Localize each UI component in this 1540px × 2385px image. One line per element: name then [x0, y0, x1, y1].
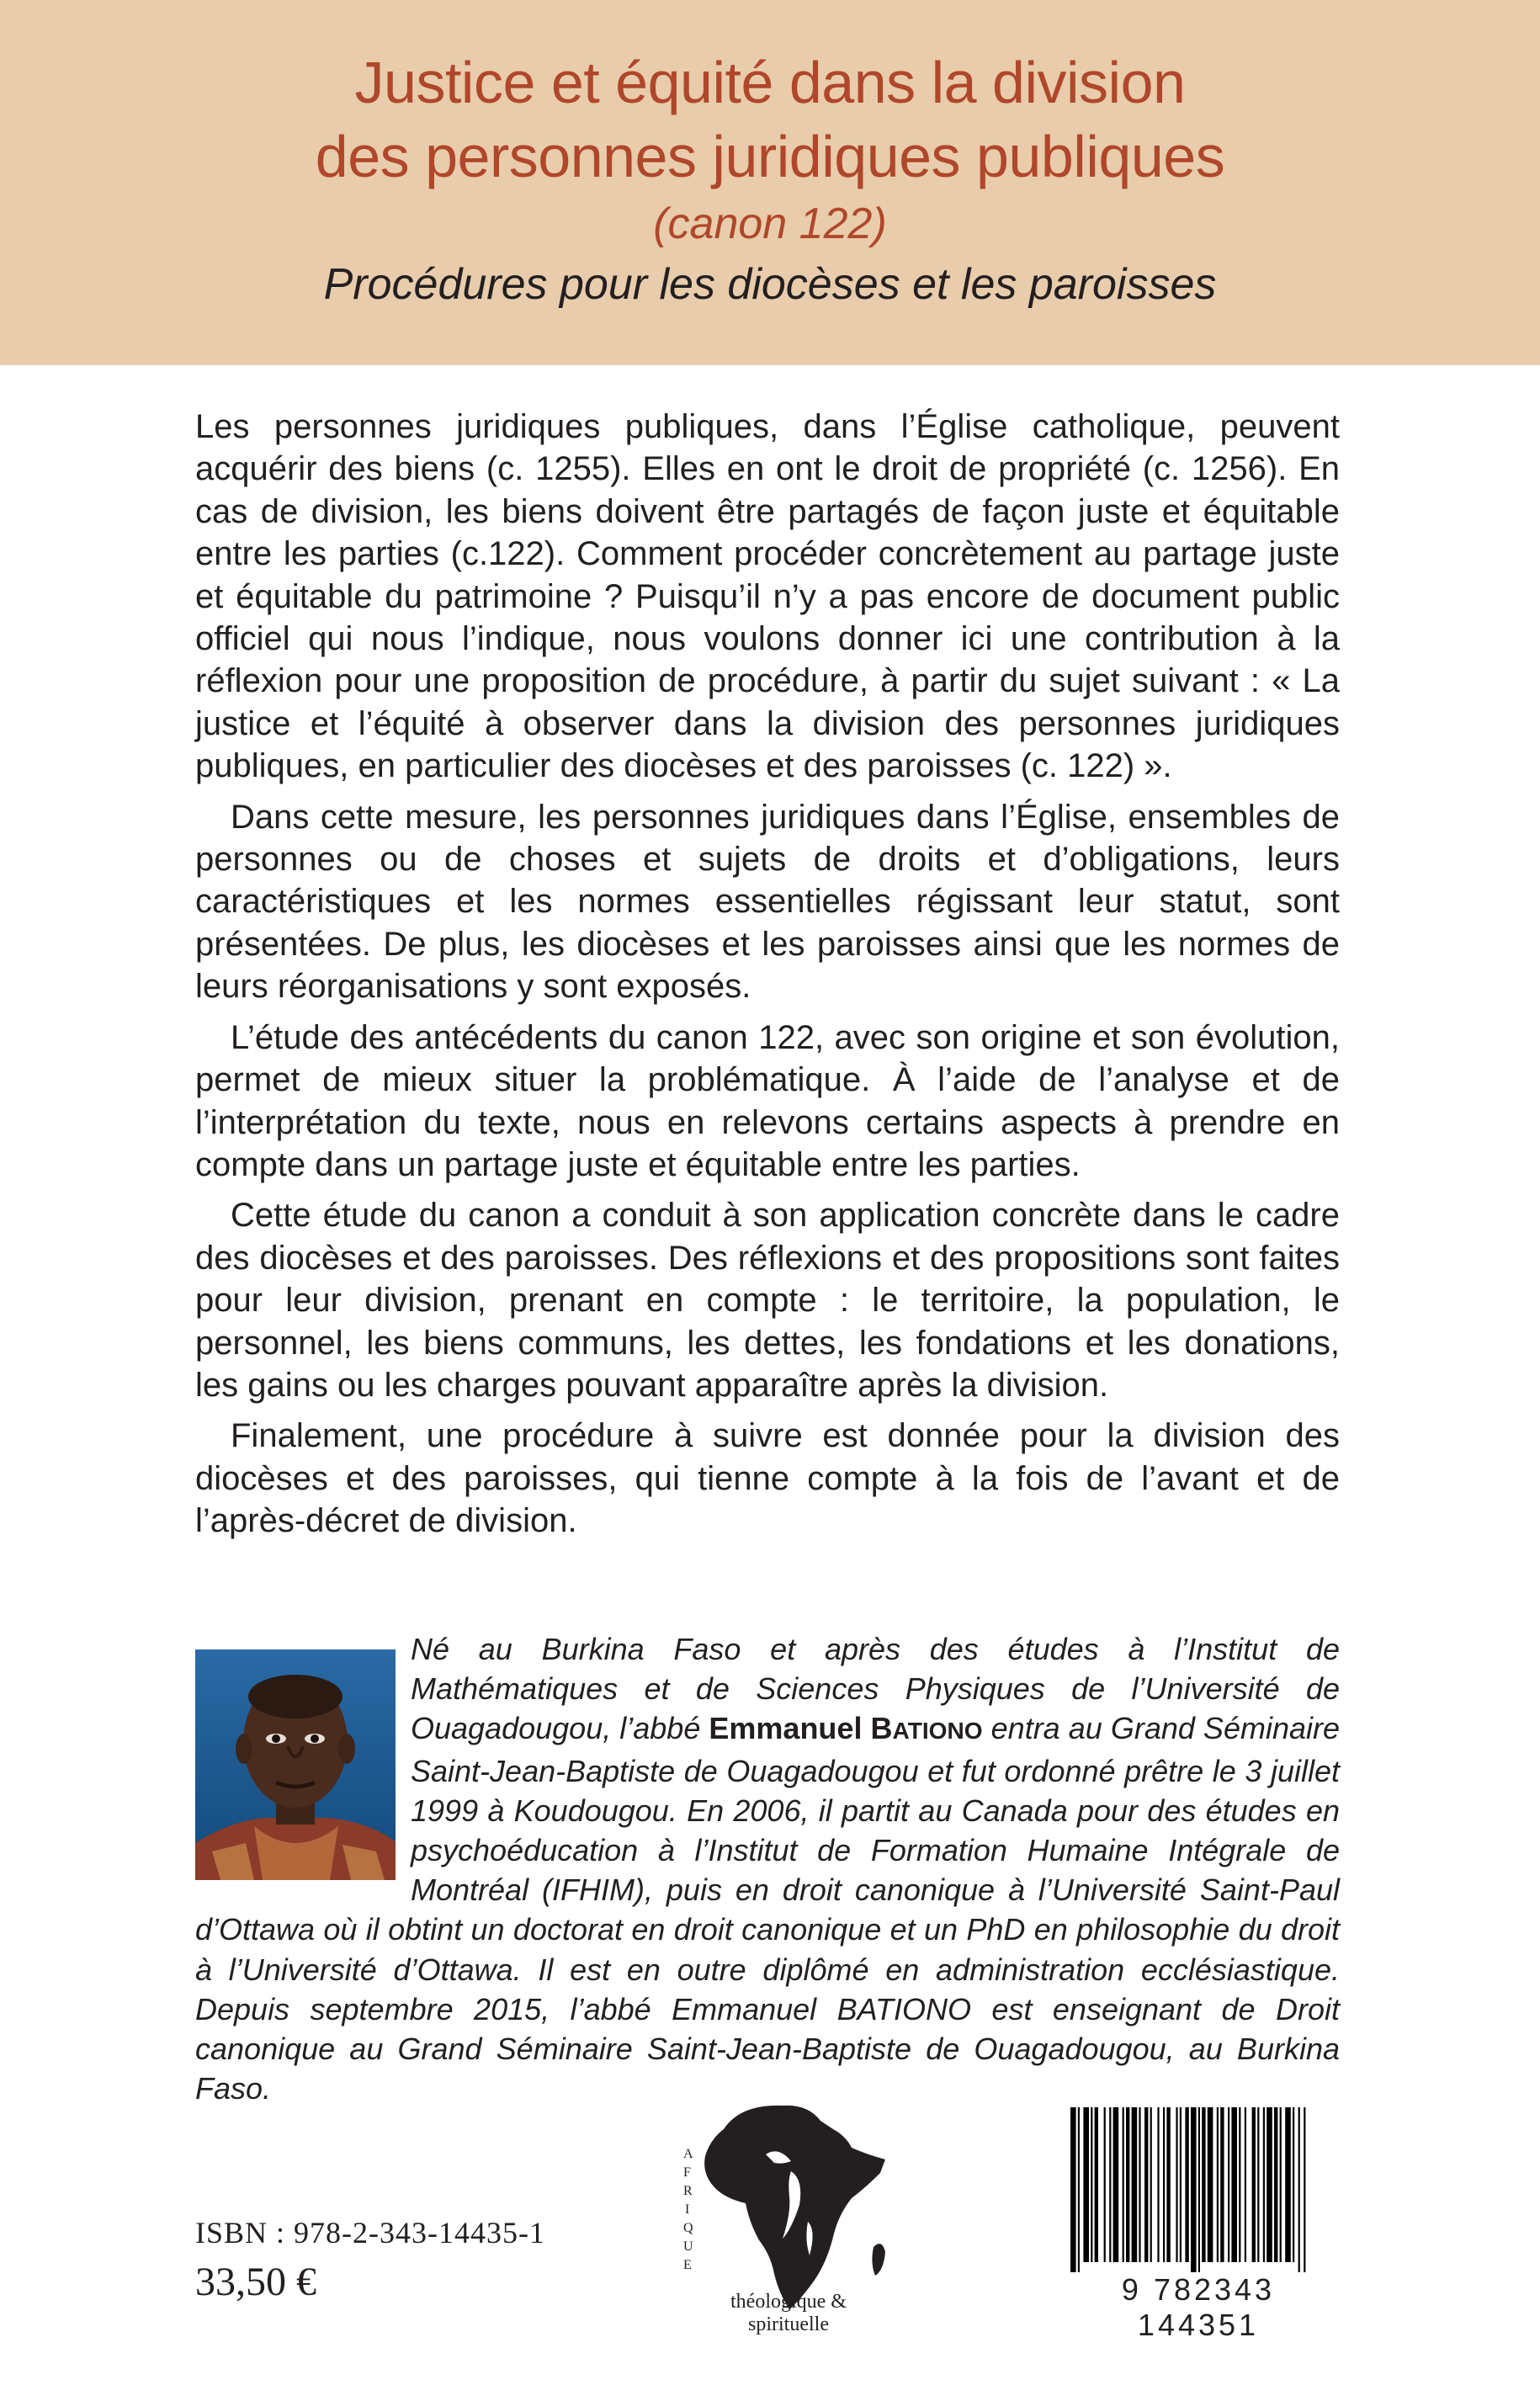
barcode-bar — [1104, 2107, 1106, 2262]
svg-text:F: F — [683, 2165, 691, 2180]
synopsis-paragraph-4: Cette étude du canon a conduit à son application concrète dans le cadre des diocèses et des paroisses. Des réflexions et des propositions sont faites pour leur division, prenant en compte : le territoire, la population, le personnel, les biens communs, les dettes, les fondations et les donations, les gains ou les charges pouvant apparaître après la division. — [195, 1197, 1340, 1404]
barcode-bar — [1293, 2107, 1294, 2262]
synopsis-paragraph-5: Finalement, une procédure à suivre est donnée pour la division des diocèses et des paroisses, qui tienne compte à la fois de l’avant et de l’après-décret de division. — [195, 1417, 1340, 1540]
barcode-bar — [1285, 2107, 1291, 2262]
isbn: ISBN : 978-2-343-14435-1 — [195, 2216, 545, 2250]
barcode-bar — [1267, 2107, 1272, 2262]
barcode-bar — [1166, 2107, 1170, 2262]
price: 33,50 € — [195, 2260, 316, 2304]
barcode-bar — [1257, 2107, 1259, 2262]
barcode-bar — [1083, 2107, 1089, 2262]
book-subtitle: Procédures pour les diocèses et les paroisses — [323, 260, 1217, 309]
cover-header — [0, 0, 1540, 365]
barcode-bar — [1144, 2107, 1148, 2262]
svg-text:I: I — [685, 2202, 690, 2217]
barcode-bar — [1217, 2107, 1219, 2262]
barcode-bar — [1176, 2107, 1177, 2262]
barcode-bar — [1163, 2107, 1165, 2262]
barcode-bar — [1113, 2107, 1119, 2262]
barcode-bar — [1132, 2107, 1138, 2262]
svg-text:A: A — [683, 2147, 693, 2161]
barcode-bar — [1095, 2107, 1098, 2262]
svg-text:Q: Q — [683, 2221, 693, 2235]
barcode-bar — [1239, 2107, 1240, 2262]
barcode-bar — [1157, 2107, 1159, 2262]
book-title-line-2: des personnes juridiques publiques — [315, 124, 1225, 189]
barcode-bar — [1304, 2107, 1305, 2272]
barcode-bar — [1274, 2107, 1277, 2262]
barcode-bar — [1191, 2107, 1197, 2272]
barcode-bar — [1298, 2107, 1300, 2272]
barcode-bar — [1245, 2107, 1246, 2262]
barcode-bar — [1150, 2107, 1152, 2262]
barcode-bar — [1109, 2107, 1111, 2262]
barcode-bar — [1123, 2107, 1124, 2262]
svg-text:R: R — [683, 2184, 693, 2198]
barcode-bar — [1091, 2107, 1092, 2262]
author-name: Emmanuel BATIONO — [709, 1711, 983, 1746]
canon-reference: (canon 122) — [653, 199, 887, 248]
author-bio-intro: Né au Burkina Faso et après des études à l’Institut de Mathématiques et de Sciences Physiques de l’Université de Ouagadougou, l’abbé — [411, 1632, 1340, 1746]
synopsis-paragraph-3: L’étude des antécédents du canon 122, avec son origine et son évolution, permet de mieux situer la problématique. À l’aide de l’analyse et de l’interprétation du texte, nous en relevons certains aspects à prendre en compte dans un partage juste et équitable entre les parties. — [195, 1018, 1340, 1183]
synopsis — [195, 406, 1340, 1543]
barcode-bar — [1185, 2107, 1188, 2262]
barcode-bar — [1198, 2107, 1200, 2272]
barcode-bar — [1070, 2107, 1076, 2272]
publisher-africa-logo — [665, 2096, 909, 2321]
barcode-bar — [1220, 2107, 1224, 2262]
author-bio-rest: entra au Grand Séminaire Saint-Jean-Baptiste de Ouagadougou et fut ordonné prêtre le 3 juillet 1999 à Koudougou. En 2006, il partit au Canada pour des études en psychoéducation à l’Institut de Formation Humaine Intégrale de Montréal (IFHIM), puis en droit canonique à l’Université Saint-Paul d’Ottawa où il obtint un doctorat en droit canonique et un PhD en philosophie du droit à l’Université d’Ottawa. Il est en outre diplômé en administration ecclésiastique. Depuis septembre 2015, l’abbé Emmanuel BATIONO est enseignant de Droit canonique au Grand Séminaire Saint-Jean-Baptiste de Ouagadougou, au Burkina Faso. — [195, 1711, 1341, 2106]
barcode-bar — [1180, 2107, 1182, 2262]
barcode-bar — [1231, 2107, 1237, 2262]
barcode-bar — [1263, 2107, 1265, 2262]
svg-text:U: U — [683, 2239, 693, 2254]
svg-text:E: E — [683, 2258, 692, 2272]
synopsis-paragraph-1: Les personnes juridiques publiques, dans l’Église catholique, peuvent acquérir des biens (c. 1255). Elles en ont le droit de propriété (c. 1256). En cas de division, les biens doivent être partagés de façon juste et équitable entre les parties (c.122). Comment procéder concrètement au partage juste et équitable du patrimoine ? Puisqu’il n’y a pas encore de document public officiel qui nous l’indique, nous voulons donner ici une contribution à la réflexion pour une proposition de procédure, à partir du sujet suivant : « La justice et l’équité à observer dans la division des personnes juridiques publiques, en particulier des diocèses et des paroisses (c. 122) ». — [195, 408, 1340, 785]
barcode-bar — [1126, 2107, 1129, 2262]
author-bio — [195, 1629, 1340, 2108]
barcode-bar — [1208, 2107, 1213, 2262]
barcode-bar — [1202, 2107, 1205, 2262]
barcode-bar — [1228, 2107, 1229, 2262]
publisher-collection-label: théologique & spirituelle — [730, 2291, 847, 2335]
barcode-bar — [1078, 2107, 1080, 2272]
book-title-line-1: Justice et équité dans la division — [354, 50, 1186, 115]
barcode-bar — [1139, 2107, 1140, 2262]
barcode-bar — [1280, 2107, 1282, 2262]
synopsis-paragraph-2: Dans cette mesure, les personnes juridiques dans l’Église, ensembles de personnes ou de choses et sujets de droits et d’obligations, leurs caractéristiques et les normes essentielles régissant leur statut, sont présentées. De plus, les diocèses et les paroisses ainsi que les normes de leurs réorganisations y sont exposés. — [195, 798, 1340, 1006]
barcode-digits: 9 782343 144351 — [1121, 2272, 1276, 2342]
barcode-bar — [1252, 2107, 1256, 2262]
